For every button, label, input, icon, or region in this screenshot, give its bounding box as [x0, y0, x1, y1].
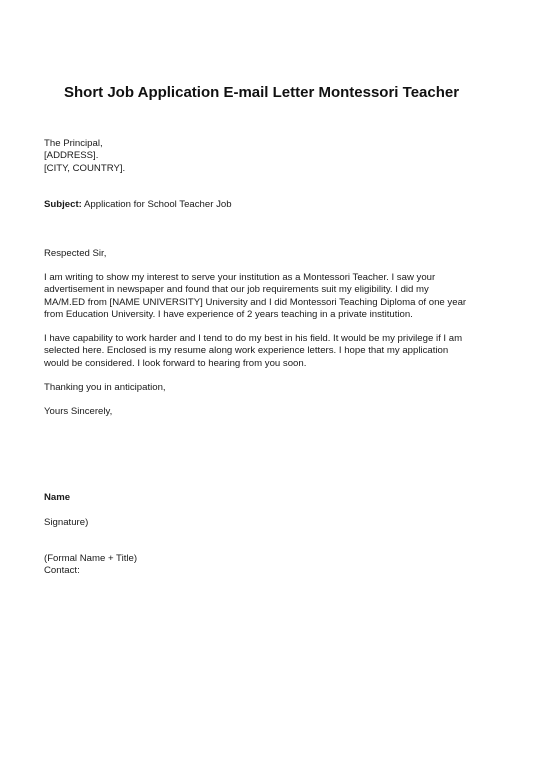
address-line-3: [CITY, COUNTRY]. — [44, 162, 126, 174]
paragraph-2-line: would be considered. I look forward to hearing from you soon. — [44, 357, 307, 369]
name-line — [44, 492, 70, 504]
thanks-line — [44, 382, 166, 394]
contact-text: Contact: — [44, 565, 80, 577]
signature-line — [44, 517, 88, 529]
closing-line — [44, 406, 112, 418]
name-label: Name — [44, 492, 71, 503]
formal-name-text: (Formal Name + Title) — [44, 553, 138, 564]
salutation-text: Respected Sir, — [44, 248, 107, 259]
address-line-2: [ADDRESS]. — [44, 150, 99, 162]
closing-text: Yours Sincerely, — [44, 406, 113, 417]
subject-label: Subject: — [44, 199, 82, 210]
paragraph-2-line: selected here. Enclosed is my resume along work experience letters. I hope that my application — [44, 345, 449, 357]
body-paragraph-1 — [44, 272, 466, 322]
recipient-address — [44, 138, 125, 175]
paragraph-1-line: from Education University. I have experience of 2 years teaching in a private institution. — [44, 309, 413, 321]
contact-block — [44, 553, 137, 578]
subject-line — [44, 199, 232, 211]
subject-text: Application for School Teacher Job — [84, 199, 232, 210]
paragraph-1-line: advertisement in newspaper and found that our job requirements suit my eligibility. I did my — [44, 284, 429, 296]
address-line-1: The Principal, — [44, 138, 103, 149]
thanks-text: Thanking you in anticipation, — [44, 382, 166, 393]
paragraph-2-line: I have capability to work harder and I tend to do my best in his field. It would be my privilege if I am — [44, 333, 463, 344]
salutation — [44, 248, 106, 260]
paragraph-1-line: I am writing to show my interest to serve your institution as a Montessori Teacher. I saw your — [44, 272, 436, 283]
body-paragraph-2 — [44, 333, 462, 370]
document-title: Short Job Application E-mail Letter Montessori Teacher — [64, 84, 460, 101]
paragraph-1-line: MA/M.ED from [NAME UNIVERSITY] University and I did Montessori Teaching Diploma of one year — [44, 296, 467, 308]
signature-text: Signature) — [44, 517, 89, 528]
